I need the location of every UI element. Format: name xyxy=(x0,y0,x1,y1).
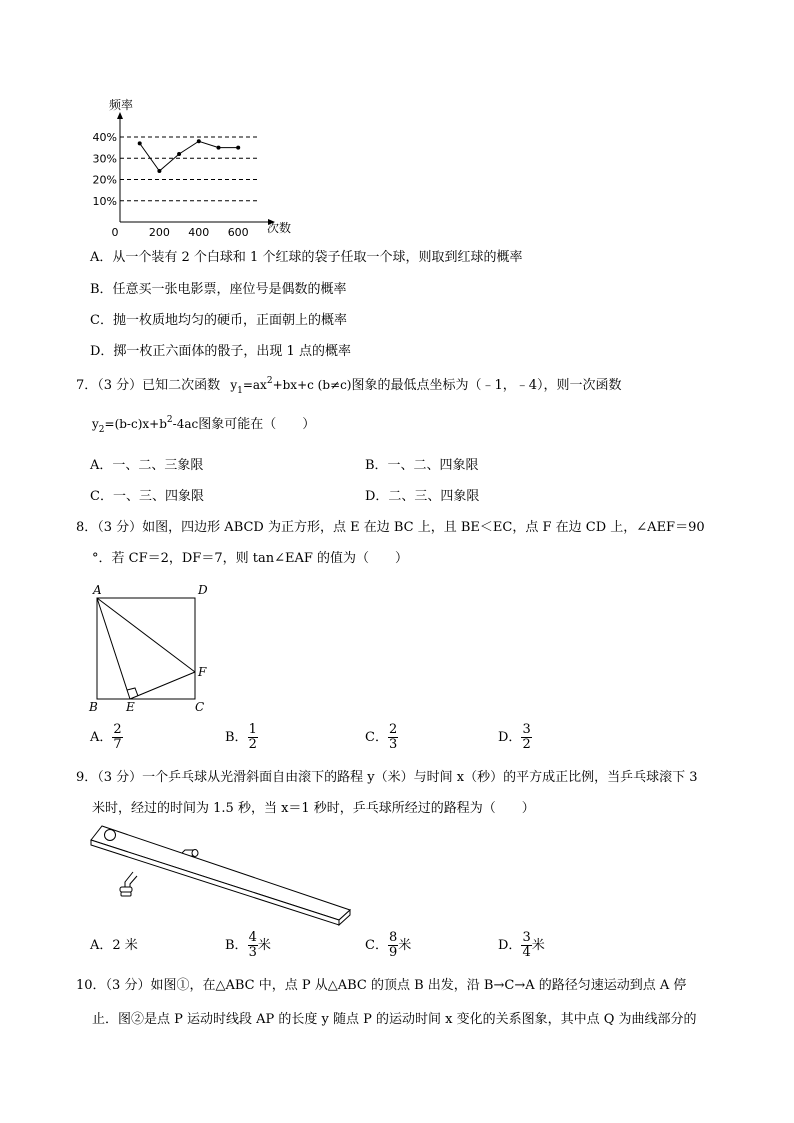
q8-option-c: C． $\frac{2}{3}$ xyxy=(365,722,398,752)
label-b: B xyxy=(89,700,98,714)
y-axis-label: 频率 xyxy=(109,98,134,112)
q7-stem-part3: 图象可能在（ ） xyxy=(198,417,316,432)
q6-option-d: D．掷一枚正六面体的骰子，出现 1 点的概率 xyxy=(90,344,351,359)
y-tick-label: 40% xyxy=(92,131,117,144)
series-line xyxy=(140,141,239,171)
x-tick-label: 200 xyxy=(148,226,170,239)
q8-option-b: B． $\frac{1}{2}$ xyxy=(225,722,257,752)
q9-option-b: B． $\frac{4}{3}$ 米 xyxy=(225,930,271,960)
incline-board-front xyxy=(91,840,339,925)
q7-stem-line2 xyxy=(92,416,315,434)
q7-option-c: C．一、三、四象限 xyxy=(90,489,204,504)
q7-stem xyxy=(76,377,622,395)
segment-af xyxy=(97,598,195,672)
frequency-chart xyxy=(92,95,305,245)
label-e: E xyxy=(126,700,135,714)
x-tick-label: 0 xyxy=(111,226,119,239)
incline-figure xyxy=(85,820,375,930)
q9-option-c: C． $\frac{8}{9}$ 米 xyxy=(365,930,412,960)
q7-option-a: A．一、二、三象限 xyxy=(90,458,204,473)
y-tick-label: 10% xyxy=(92,194,117,208)
q8-option-d: D． $\frac{3}{2}$ xyxy=(498,722,531,752)
x-tick-label: 600 xyxy=(227,226,249,239)
q8-stem-line1: 8．（3 分）如图，四边形 ABCD 为正方形，点 E 在边 BC 上，且 BE＜EC，点 F 在边 CD 上，∠AEF＝90 xyxy=(76,520,705,535)
segment-ae xyxy=(97,598,130,699)
q7-stem-part1: 7．（3 分）已知二次函数 xyxy=(76,378,221,393)
q6-option-b: B．任意买一张电影票，座位号是偶数的概率 xyxy=(90,282,347,297)
q10-stem-line1: 10．（3 分）如图①，在△ABC 中，点 P 从△ABC 的顶点 B 出发，沿 B→C→A 的路径匀速运动到点 A 停 xyxy=(76,978,687,993)
ping-pong-ball xyxy=(105,830,116,841)
q9-stem-line2: 米时，经过的时间为 1.5 秒，当 x＝1 秒时，乒乓球所经过的路程为（ ） xyxy=(92,801,535,816)
data-point xyxy=(197,139,201,143)
square-abcd xyxy=(97,598,195,699)
data-point xyxy=(177,152,181,156)
q7-stem-part2: 图象的最低点坐标为（﹣1，﹣4），则一次函数 xyxy=(351,378,622,393)
q7-equation1: $y_1=ax^2+bx+c$ (b≠c) xyxy=(230,376,352,396)
data-point xyxy=(138,141,142,145)
label-f: F xyxy=(198,665,207,679)
q8-stem-line2: °．若 CF＝2，DF＝7，则 tan∠EAF 的值为（ ） xyxy=(92,551,408,566)
q7-equation2: $y_2=(b-c)x+b^2-4ac$ xyxy=(92,415,199,435)
q9-stem-line1: 9．（3 分）一个乒乓球从光滑斜面自由滚下的路程 y（米）与时间 x（秒）的平方成正比例，当乒乓球滚下 3 xyxy=(76,770,698,785)
q9-option-d: D． $\frac{3}{4}$ 米 xyxy=(498,930,545,960)
label-d: D xyxy=(198,583,208,597)
data-point xyxy=(217,146,221,150)
q6-option-a: A．从一个装有 2 个白球和 1 个红球的袋子任取一个球，则取到红球的概率 xyxy=(90,250,523,265)
q7-option-d: D．二、三、四象限 xyxy=(365,489,480,504)
q7-option-b: B．一、二、四象限 xyxy=(365,458,479,473)
square-figure xyxy=(85,580,215,715)
y-axis-arrow xyxy=(117,112,123,119)
x-tick-label: 400 xyxy=(188,226,210,239)
y-tick-label: 20% xyxy=(92,173,117,187)
q8-option-a: A． $\frac{2}{7}$ xyxy=(90,722,122,752)
incline-board-top xyxy=(91,826,350,920)
label-a: A xyxy=(93,583,102,597)
data-point xyxy=(157,169,161,173)
label-c: C xyxy=(195,700,205,714)
y-tick-label: 30% xyxy=(92,152,117,166)
q10-stem-line2: 止．图②是点 P 运动时线段 AP 的长度 y 随点 P 的运动时间 x 变化的关系图象，其中点 Q 为曲线部分的 xyxy=(92,1012,697,1027)
data-point xyxy=(236,146,240,150)
q9-option-a: A．2 米 xyxy=(90,938,138,953)
q6-option-c: C．抛一枚质地均匀的硬币，正面朝上的概率 xyxy=(90,313,347,328)
x-axis-label: 次数 xyxy=(267,221,292,235)
rod-bottom xyxy=(125,872,133,888)
segment-ef xyxy=(130,672,195,699)
